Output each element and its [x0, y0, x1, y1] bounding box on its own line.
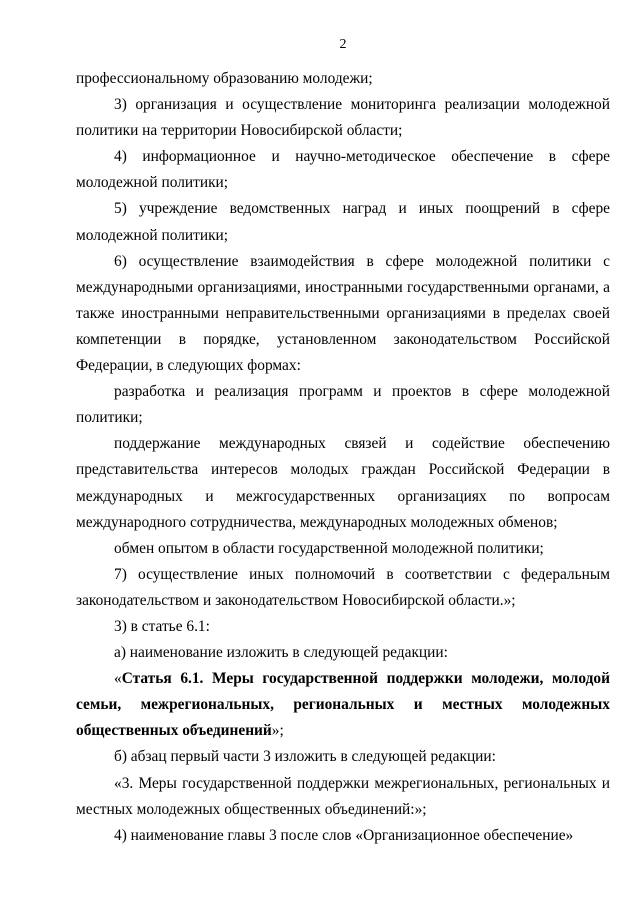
opening-quote: « — [114, 670, 122, 688]
paragraph-item-6-international-cooperation: 6) осуществление взаимодействия в сфере молодежной политики с международными организациями, иностранными государственными органами, а также иностранными неправительственными организациями в пределах своей компетенции в порядке, установленном законодательством Российской Федерации, в следующих формах: — [76, 252, 610, 375]
paragraph-item-7-other-powers: 7) осуществление иных полномочий в соответствии с федеральным законодательством и законодательством Новосибирской области.»; — [76, 565, 610, 609]
paragraph-programs-and-projects: разработка и реализация программ и проектов в сфере молодежной политики; — [76, 383, 610, 427]
paragraph-international-relations: поддержание международных связей и содействие обеспечению представительства интересов молодых граждан Российской Федерации в международных и межгосударственных организациях по вопросам международного сотрудничества, международных молодежных обменов; — [76, 435, 610, 531]
paragraph-experience-exchange: обмен опытом в области государственной молодежной политики; — [114, 539, 544, 557]
paragraph-item-5-awards: 5) учреждение ведомственных наград и иных поощрений в сфере молодежной политики; — [76, 200, 610, 244]
paragraph-item-3-monitoring: 3) организация и осуществление мониторинга реализации молодежной политики на территории Новосибирской области; — [76, 96, 610, 140]
paragraph-part-3-text: «3. Меры государственной поддержки межрегиональных, региональных и местных молодежных общественных объединений:»; — [76, 774, 610, 818]
document-body — [76, 66, 610, 849]
article-heading: Статья 6.1. Меры государственной поддержки молодежи, молодой семьи, межрегиональных, региональных и местных молодежных общественных объединений — [76, 670, 610, 740]
paragraph-item-4-information-support: 4) информационное и научно-методическое обеспечение в сфере молодежной политики; — [76, 148, 610, 192]
paragraph-amendment-3b: б) абзац первый части 3 изложить в следующей редакции: — [114, 748, 496, 766]
paragraph-article-6-1-title — [76, 666, 610, 744]
paragraph-amendment-4: 4) наименование главы 3 после слов «Организационное обеспечение» — [114, 826, 574, 844]
page-number: 2 — [339, 37, 347, 52]
paragraph-continuation: профессиональному образованию молодежи; — [76, 70, 373, 87]
paragraph-amendment-3: 3) в статье 6.1: — [114, 617, 210, 635]
paragraph-amendment-3a: а) наименование изложить в следующей редакции: — [114, 644, 448, 662]
closing-quote: »; — [271, 722, 284, 740]
